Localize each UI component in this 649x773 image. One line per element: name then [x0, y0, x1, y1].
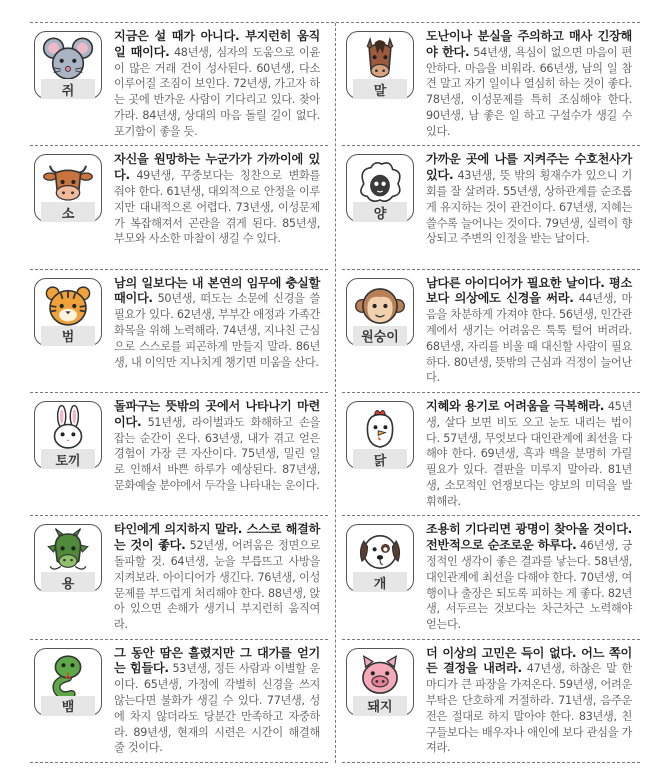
fortune-headline: 그 동안 땀은 흘렸지만 그 대가를 얻기는 힘들다.: [114, 645, 320, 676]
fortune-cell-rooster: [342, 393, 640, 516]
fortune-text: [114, 399, 320, 494]
zodiac-badge: [34, 154, 102, 222]
pig-icon: [353, 650, 407, 702]
zodiac-badge: [346, 524, 414, 592]
fortune-body: 50년생, 떠도는 소문에 신경을 쓸 필요가 있다. 62년생, 부부간 애정과 가족간 화목을 위해 노력해라. 74년생, 지나친 근심으로 스스로를 피곤하게 만들지 말라. 86년생, 내 이익만 지나치게 챙기면 미움을 산다.: [114, 292, 320, 369]
dragon-icon: [41, 526, 95, 578]
zodiac-name: 범: [41, 326, 95, 346]
fortune-headline: 지금은 설 때가 아니다. 부지런히 움직일 때이다.: [114, 29, 320, 59]
fortune-body: 47년생, 하찮은 말 한마디가 큰 파장을 가져온다. 59년생, 어려운 부탁은 단호하게 거절하라. 71년생, 음주운전은 절대로 하지 말아야 한다. 83년생, 친구들보다는 배우자나 애인에 보다 관심을 가져라.: [426, 662, 633, 755]
fortune-body: 43년생, 뜻 밖의 횡재수가 있으니 기회를 잘 살려라. 55년생, 상하관계를 순조롭게 유지하는 것이 관건이다. 67년생, 지혜는 쓸수록 늘어나는 것이다. 79년생, 실력이 향상되고 주변의 인정을 받는 날이다.: [426, 169, 632, 246]
fortune-grid: [30, 22, 640, 763]
fortune-cell-rat: [30, 23, 328, 146]
dog-icon: [353, 526, 407, 578]
fortune-headline: 도난이나 분실을 주의하고 매사 긴장해야 한다.: [426, 29, 632, 59]
fortune-cell-horse: [342, 23, 640, 146]
fortune-body: 46년생, 긍정적인 생각이 좋은 결과를 낳는다. 58년생, 대인관계에 최선을 다해야 한다. 70년생, 여행이나 출장은 되도록 피하는 게 좋다. 82년생, 서두르는 것보다는 차근차근 노력해야 얻는다.: [426, 539, 632, 632]
fortune-headline: 자신을 원망하는 누군가가 가까이에 있다.: [114, 152, 320, 183]
zodiac-name: 말: [353, 79, 407, 99]
zodiac-badge: [34, 401, 102, 469]
fortune-body: 54년생, 욕심이 없으면 마음이 편안하다. 마음을 비워라. 66년생, 남의 일 참견 말고 자기 일이나 열심히 하는 것이 좋다. 78년생, 이성문제를 특히 조심해야 한다. 90년생, 남 좋은 일 하고 구설수가 생길 수 있다.: [426, 45, 632, 138]
zodiac-name: 소: [41, 202, 95, 222]
fortune-body: 44년생, 마음을 차분하게 가져야 한다. 56년생, 인간관계에서 생기는 어려움은 툭툭 털어 버려라. 68년생, 자리를 비울 때 대신할 사람이 필요하다. 80년생, 뜻밖의 근심과 걱정이 늘어난다.: [426, 292, 632, 385]
zodiac-badge: [346, 648, 414, 716]
zodiac-name: 개: [353, 572, 407, 592]
fortune-body: 52년생, 어려움은 정면으로 돌파할 것. 64년생, 눈을 부릅뜨고 사방을 지켜보라. 아이디어가 생긴다. 76년생, 이성 문제를 부드럽게 처리해야 한다. 88년생, 앉아 있으면 손해가 생기니 부지런히 움직여라.: [114, 539, 320, 632]
fortune-headline: 조용히 기다리면 광명이 찾아올 것이다. 전반적으로 순조로운 하루다.: [426, 522, 632, 553]
cow-icon: [41, 156, 95, 208]
rat-icon: [41, 33, 95, 85]
fortune-headline: 지혜와 용기로 어려움을 극복해라.: [426, 399, 605, 413]
fortune-text: [426, 522, 632, 633]
fortune-cell-snake: [30, 640, 328, 763]
fortune-body: 45년생, 살다 보면 비도 오고 눈도 내리는 법이다. 57년생, 무엇보다 대인관계에 최선을 다해야 한다. 69년생, 흑과 백을 분명히 가릴 필요가 있다. 결판을 미루지 말아라. 81년생, 소모적인 언쟁보다는 양보의 미덕을 발휘해라.: [426, 400, 632, 508]
fortune-text: [114, 646, 320, 757]
zodiac-badge: [34, 648, 102, 716]
fortune-cell-pig: [342, 640, 640, 763]
fortune-headline: 남의 일보다는 내 본연의 임무에 충실할 때이다.: [114, 275, 320, 306]
fortune-cell-rabbit: [30, 393, 328, 516]
fortune-text: [426, 399, 632, 510]
fortune-body: 51년생, 라이벌과도 화해하고 손을 잡는 순간이 온다. 63년생, 내가 겪고 얻은 경험이 가장 큰 자산이다. 75년생, 밀린 일로 인해서 바쁜 하루가 예상된다. 87년생, 문화예술 분야에서 두각을 나타내는 운이다.: [114, 415, 320, 492]
fortune-headline: 돌파구는 뜻밖의 곳에서 나타나기 마련이다.: [114, 399, 320, 429]
fortune-headline: 가까운 곳에 나를 지켜주는 수호천사가 있다.: [426, 152, 632, 183]
fortune-text: [426, 29, 632, 140]
fortune-body: 48년생, 심자의 도움으로 이윤이 많은 거래 건이 성사된다. 60년생, 다소 이루어질 조짐이 보인다. 72년생, 가고자 하는 곳에 반가운 사람이 기다리고 있다. 찾아가라. 84년생, 상대의 마음 돌릴 길이 없다. 포기함이 좋을 듯.: [114, 45, 320, 138]
fortune-cell-dog: [342, 516, 640, 639]
zodiac-badge: [346, 31, 414, 99]
zodiac-badge: [346, 154, 414, 222]
zodiac-name: 원숭이: [353, 326, 407, 346]
zodiac-badge: [34, 278, 102, 346]
fortune-cell-cow: [30, 146, 328, 269]
zodiac-badge: [34, 31, 102, 99]
sheep-icon: [353, 156, 407, 208]
fortune-headline: 타인에게 의지하지 말라. 스스로 해결하는 것이 좋다.: [114, 522, 320, 553]
fortune-headline: 남다른 아이디어가 필요한 날이다. 평소보다 의상에도 신경을 써라.: [426, 275, 632, 306]
zodiac-badge: [346, 401, 414, 469]
snake-icon: [41, 650, 95, 702]
fortune-text: [114, 29, 320, 140]
zodiac-name: 양: [353, 202, 407, 222]
zodiac-name: 쥐: [41, 79, 95, 99]
rooster-icon: [353, 403, 407, 455]
fortune-cell-tiger: [30, 270, 328, 393]
zodiac-name: 토끼: [41, 449, 95, 469]
zodiac-name: 돼지: [353, 696, 407, 716]
zodiac-badge: [346, 278, 414, 346]
monkey-icon: [353, 280, 407, 332]
fortune-body: 53년생, 정든 사람과 이별할 운이다. 65년생, 가정에 각별히 신경을 쓰지 않는다면 불화가 생길 수 있다. 77년생, 성에 차지 않더라도 당분간 만족하고 자중하라. 89년생, 현재의 시련은 시간이 해결해 줄 것이다.: [114, 662, 320, 755]
fortune-cell-sheep: [342, 146, 640, 269]
fortune-text: [114, 152, 320, 247]
fortune-cell-dragon: [30, 516, 328, 639]
zodiac-badge: [34, 524, 102, 592]
fortune-text: [114, 522, 320, 633]
fortune-headline: 더 이상의 고민은 득이 없다. 어느 쪽이든 결정을 내려라.: [426, 645, 632, 676]
fortune-text: [426, 276, 632, 387]
fortune-text: [114, 276, 320, 371]
zodiac-name: 닭: [353, 449, 407, 469]
fortune-cell-monkey: [342, 270, 640, 393]
rabbit-icon: [41, 403, 95, 455]
zodiac-name: 용: [41, 572, 95, 592]
tiger-icon: [41, 280, 95, 332]
zodiac-name: 뱀: [41, 696, 95, 716]
fortune-text: [426, 152, 632, 247]
horse-icon: [353, 33, 407, 85]
fortune-body: 49년생, 꾸중보다는 칭찬으로 변화를 줘야 한다. 61년생, 대외적으로 안정을 이루지만 대내적으론 어렵다. 73년생, 이성문제가 복잡해져서 곤란을 겪게 된다. 85년생, 부모와 사소한 마찰이 생길 수 있다.: [114, 169, 320, 246]
fortune-text: [426, 646, 632, 757]
